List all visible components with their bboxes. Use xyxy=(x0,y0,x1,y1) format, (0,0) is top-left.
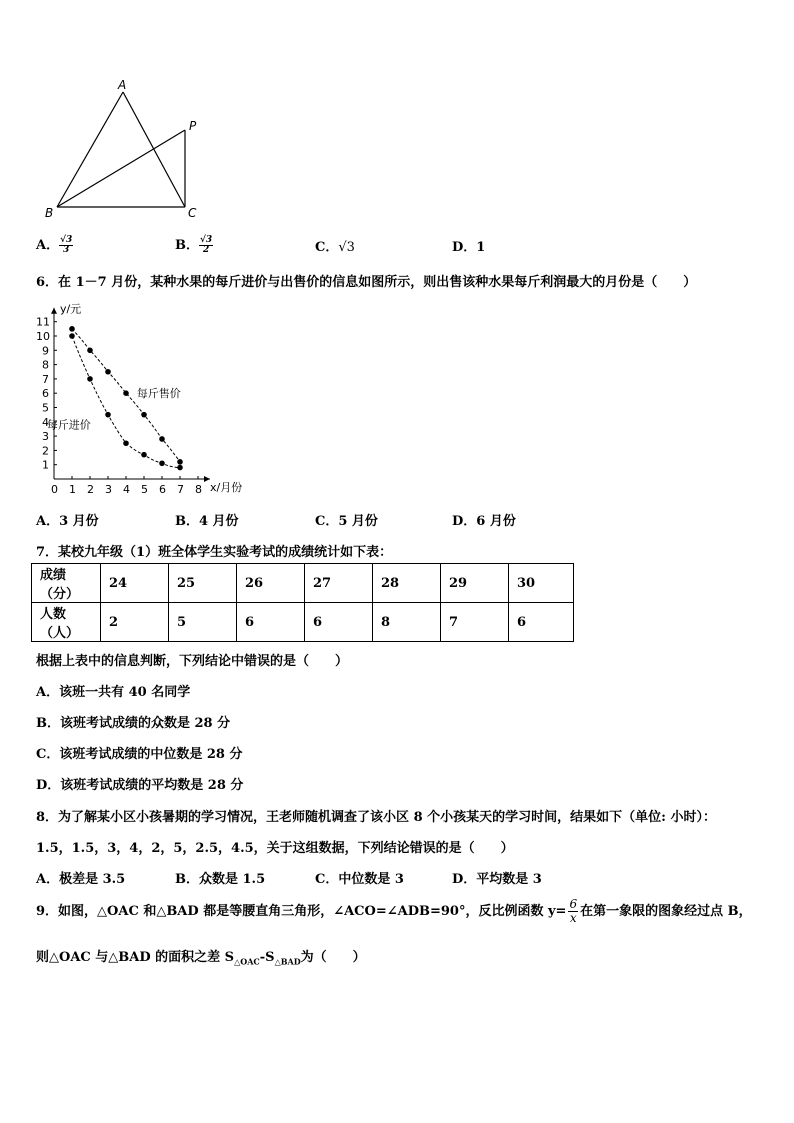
data-point xyxy=(69,326,75,332)
x-tick-label: 1 xyxy=(69,483,76,496)
data-point xyxy=(177,465,183,471)
table-cell: 27 xyxy=(305,564,373,603)
q8-stem: 8．为了解某小区小孩暑期的学习情况，王老师随机调查了该小区 8 个小孩某天的学习时间，结果如下（单位: 小时）： xyxy=(36,810,716,825)
y-tick-label: 10 xyxy=(36,330,50,343)
table-cell: 8 xyxy=(373,603,441,642)
legend-sell-price: 每斤售价 xyxy=(136,387,181,401)
q7-option-a: A．该班一共有 40 名同学 xyxy=(36,685,191,700)
q6-stem: 6．在 1－7 月份，某种水果的每斤进价与出售价的信息如图所示，则出售该种水果每斤利润最大的月份是（ ） xyxy=(36,275,697,290)
y-tick-label: 2 xyxy=(42,444,49,458)
table-cell: 5 xyxy=(169,603,237,642)
table-cell: 2 xyxy=(101,603,169,642)
q7-option-c: C．该班考试成绩的中位数是 28 分 xyxy=(36,747,243,762)
table-cell: 28 xyxy=(373,564,441,603)
x-tick-label: 7 xyxy=(177,483,184,496)
table-cell: 24 xyxy=(101,564,169,603)
table-cell: 30 xyxy=(509,564,574,603)
q6-option-c: C．5 月份 xyxy=(315,514,378,529)
x-axis-label: x/月份 xyxy=(210,481,243,494)
q6-option-a: A．3 月份 xyxy=(36,514,99,529)
q7-prompt: 根据上表中的信息判断，下列结论中错误的是（ ） xyxy=(36,654,349,669)
segment-ac xyxy=(123,92,185,207)
data-point xyxy=(177,459,183,465)
q8-option-a: A．极差是 3.5 xyxy=(36,872,126,887)
data-point xyxy=(141,412,147,418)
legend-purchase-price: 每斤进价 xyxy=(46,418,91,432)
q6-option-b: B．4 月份 xyxy=(175,514,239,529)
label-b: B xyxy=(45,206,54,220)
triangle-figure xyxy=(40,75,210,225)
y-tick-label: 3 xyxy=(42,430,49,444)
q7-stem: 7．某校九年级（1）班全体学生实验考试的成绩统计如下表： xyxy=(36,545,393,560)
y-tick-label: 4 xyxy=(42,415,49,429)
q7-option-d: D．该班考试成绩的平均数是 28 分 xyxy=(36,778,244,793)
y-axis-arrow xyxy=(51,308,57,314)
x-tick-label: 4 xyxy=(123,483,130,496)
q5-option-b: B． $\frac{√3}{2}$ xyxy=(175,235,213,255)
label-c: C xyxy=(188,206,197,220)
y-tick-label: 8 xyxy=(42,358,49,372)
data-point xyxy=(123,440,129,446)
table-cell: 成绩（分） xyxy=(32,564,101,603)
q8-option-d: D．平均数是 3 xyxy=(452,872,542,887)
table-row xyxy=(32,564,574,603)
q5-option-c: C．√3 xyxy=(315,240,355,255)
q5-option-d: D．1 xyxy=(452,240,486,255)
data-point xyxy=(105,369,111,375)
segment-ab xyxy=(57,92,123,207)
q9-line2: 则△OAC 与△BAD 的面积之差 $S_{\triangle OAC}-S_{\triangle BAD}$为（ ） xyxy=(36,950,366,967)
y-tick-label: 7 xyxy=(42,372,49,386)
data-point xyxy=(69,333,75,339)
table-cell: 25 xyxy=(169,564,237,603)
data-point xyxy=(123,390,129,396)
y-tick-label: 11 xyxy=(36,315,50,329)
x-tick-label: 2 xyxy=(87,483,94,496)
x-tick-label: 6 xyxy=(159,483,166,496)
y-tick-label: 6 xyxy=(42,387,49,401)
q5-option-a: A． $\frac{√3}{3}$ xyxy=(36,235,73,255)
segment-bp xyxy=(57,130,185,207)
data-point xyxy=(87,348,93,354)
table-cell: 6 xyxy=(509,603,574,642)
label-a: A xyxy=(118,78,127,92)
data-point xyxy=(141,452,147,458)
series-line-2 xyxy=(72,336,180,468)
x-tick-label: 3 xyxy=(105,483,112,496)
x-tick-label: 8 xyxy=(195,483,202,496)
y-tick-label: 5 xyxy=(42,401,49,415)
table-cell: 人数（人） xyxy=(32,603,101,642)
data-point xyxy=(159,436,165,442)
table-row xyxy=(32,603,574,642)
y-tick-label: 1 xyxy=(42,458,49,472)
label-p: P xyxy=(189,119,197,133)
data-point xyxy=(87,376,93,382)
y-tick-label: 9 xyxy=(42,344,49,358)
data-point xyxy=(159,460,165,466)
table-cell: 7 xyxy=(441,603,509,642)
q8-data-line: 1.5，1.5，3，4，2，5，2.5，4.5，关于这组数据，下列结论错误的是（ ） xyxy=(36,841,514,856)
q7-option-b: B．该班考试成绩的众数是 28 分 xyxy=(36,716,231,731)
table-cell: 26 xyxy=(237,564,305,603)
y-axis-label: y/元 xyxy=(60,302,82,316)
score-table xyxy=(31,563,574,642)
x-tick-label: 0 xyxy=(51,483,58,496)
q9-stem: 9．如图，△OAC 和△BAD 都是等腰直角三角形，∠ACO=∠ADB=90°，反比例函数 y= $\frac{6}{x}$ 在第一象限的图象经过点 B， xyxy=(36,897,752,925)
q8-option-b: B．众数是 1.5 xyxy=(175,872,266,887)
table-cell: 29 xyxy=(441,564,509,603)
x-tick-label: 5 xyxy=(141,483,148,496)
table-cell: 6 xyxy=(305,603,373,642)
data-point xyxy=(105,412,111,418)
q8-option-c: C．中位数是 3 xyxy=(315,872,404,887)
price-chart xyxy=(30,297,260,502)
q6-option-d: D．6 月份 xyxy=(452,514,516,529)
table-cell: 6 xyxy=(237,603,305,642)
